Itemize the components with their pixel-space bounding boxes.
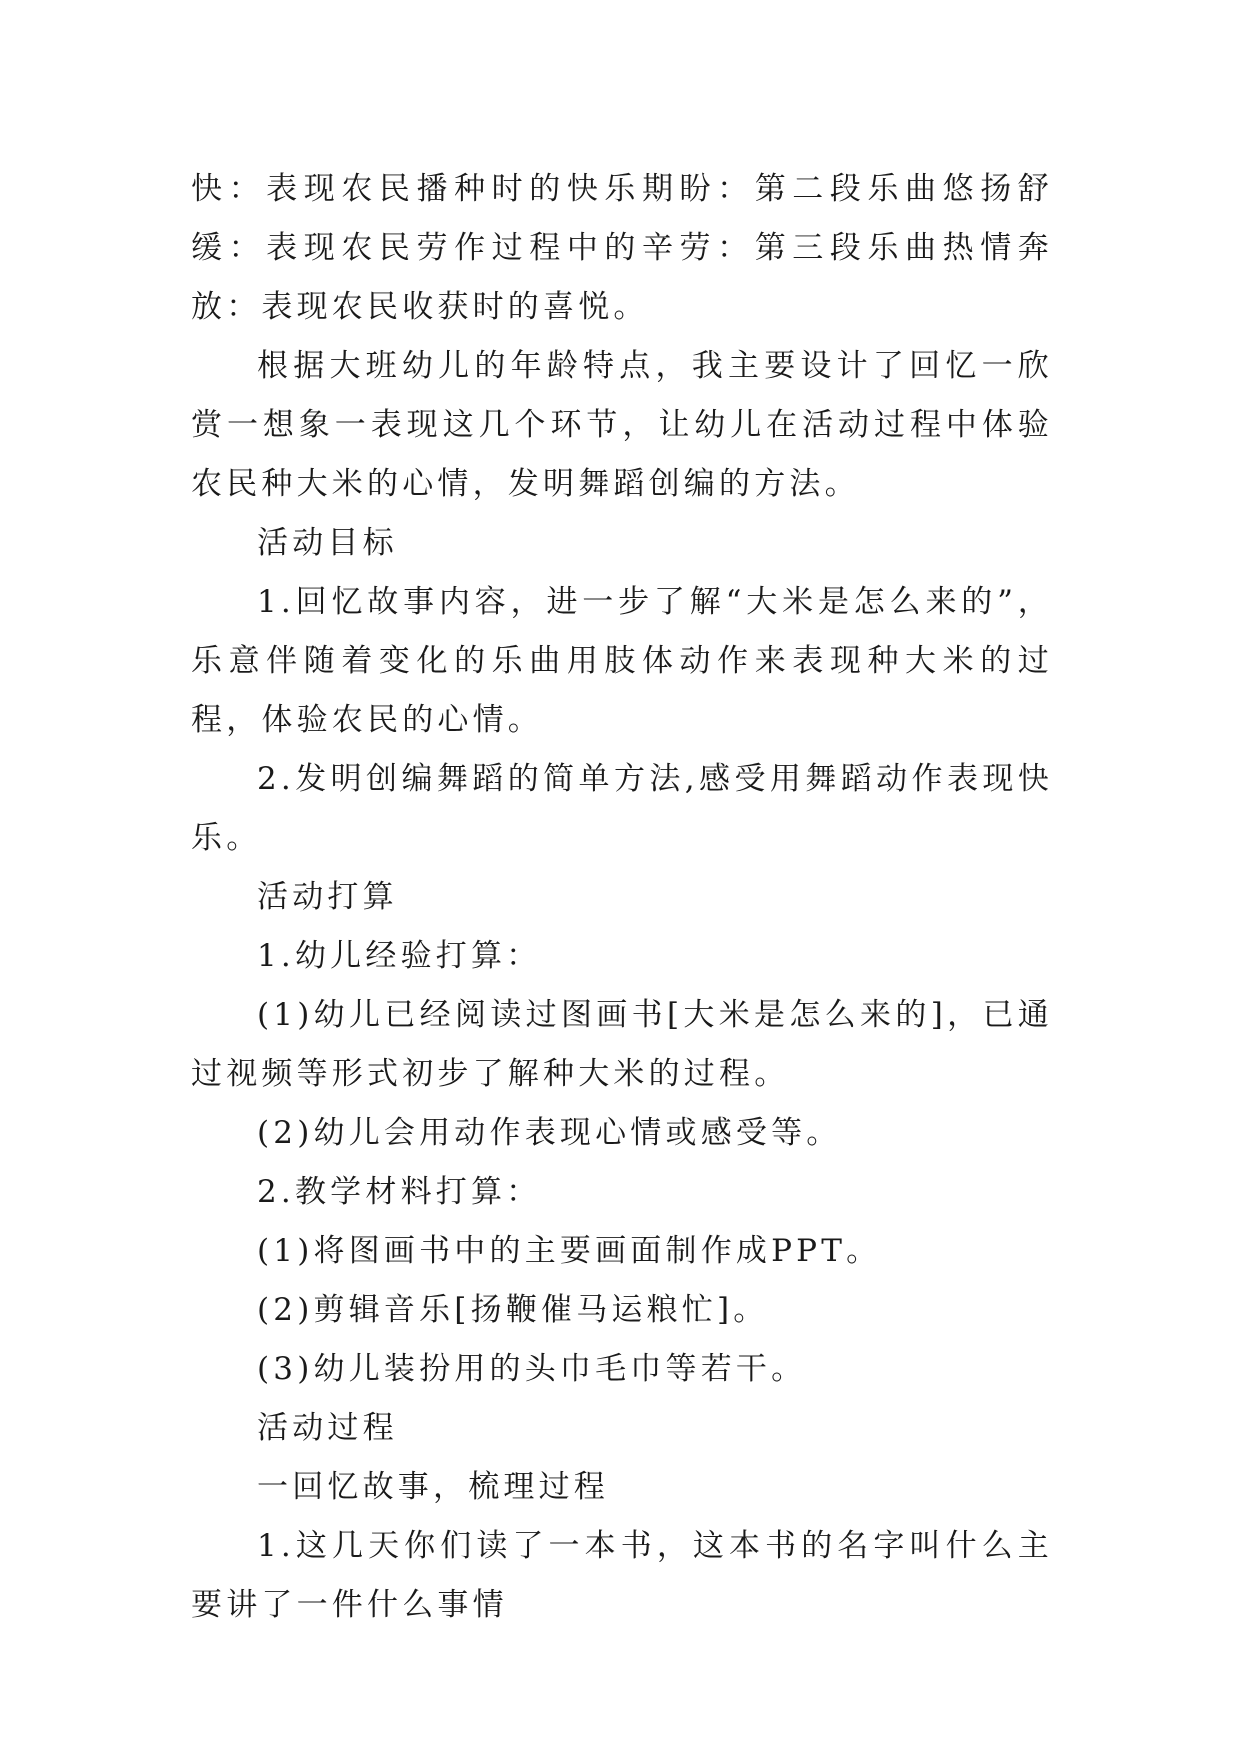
- goal-item-1: 1.回忆故事内容，进一步了解“大米是怎么来的”，乐意伴随着变化的乐曲用肢体动作来表现种大米的过程，体验农民的心情。: [191, 584, 1053, 738]
- preparation-item-1: 1.幼儿经验打算：: [257, 938, 542, 974]
- goal-item-2: 2.发明创编舞蹈的简单方法,感受用舞蹈动作表现快乐。: [191, 761, 1053, 856]
- preparation-subitem-2-2: (2)剪辑音乐[扬鞭催马运粮忙]。: [257, 1292, 769, 1328]
- process-step-1-item-1: 1.这几天你们读了一本书，这本书的名字叫什么主要讲了一件什么事情: [191, 1528, 1053, 1623]
- section-heading-preparation: 活动打算: [257, 879, 398, 915]
- preparation-item-2: 2.教学材料打算：: [257, 1174, 542, 1210]
- section-heading-process: 活动过程: [257, 1410, 398, 1446]
- preparation-subitem-2-1: (1)将图画书中的主要画面制作成PPT。: [257, 1233, 882, 1269]
- document-body: [191, 160, 1053, 1635]
- preparation-subitem-1-2: (2)幼儿会用动作表现心情或感受等。: [257, 1115, 842, 1151]
- paragraph-design-intent: 根据大班幼儿的年龄特点，我主要设计了回忆一欣赏一想象一表现这几个环节，让幼儿在活动过程中体验农民种大米的心情，发明舞蹈创编的方法。: [191, 348, 1053, 502]
- preparation-subitem-1-1: (1)幼儿已经阅读过图画书[大米是怎么来的]，已通过视频等形式初步了解种大米的过程。: [191, 997, 1053, 1092]
- paragraph-continuation: 快：表现农民播种时的快乐期盼：第二段乐曲悠扬舒缓：表现农民劳作过程中的辛劳：第三段乐曲热情奔放：表现农民收获时的喜悦。: [191, 171, 1053, 325]
- preparation-subitem-2-3: (3)幼儿装扮用的头巾毛巾等若干。: [257, 1351, 807, 1387]
- process-step-1-heading: 一回忆故事，梳理过程: [257, 1469, 609, 1505]
- section-heading-goals: 活动目标: [257, 525, 398, 561]
